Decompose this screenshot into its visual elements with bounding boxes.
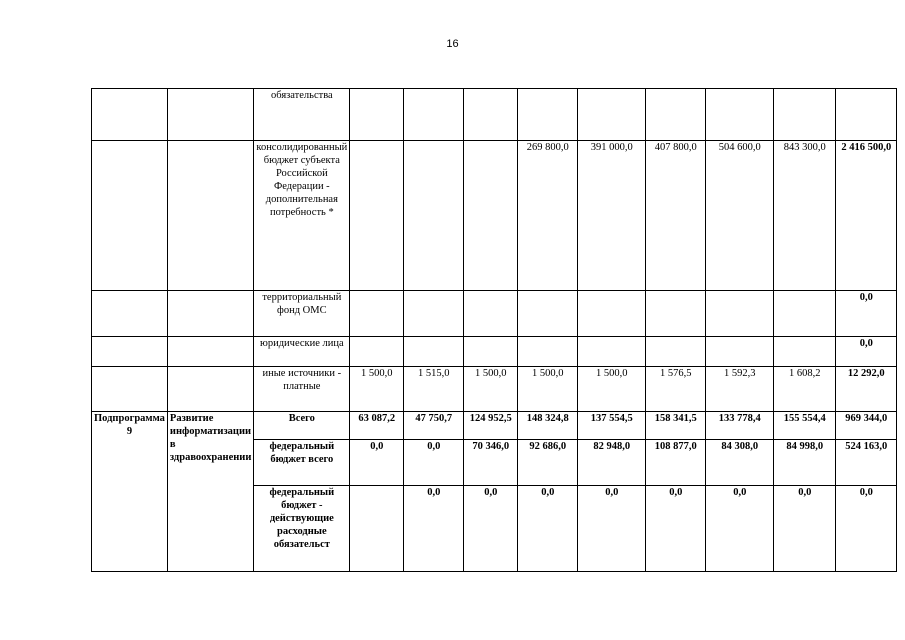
- value-cell: [706, 291, 774, 337]
- table-row: [92, 291, 897, 337]
- budget-table: [91, 88, 897, 572]
- value-cell: 108 877,0: [646, 440, 706, 486]
- subprogram-name: Развитие информатизации в здравоохранении: [167, 412, 253, 572]
- total-cell: 2 416 500,0: [836, 141, 897, 291]
- value-cell: [646, 291, 706, 337]
- value-cell: [578, 291, 646, 337]
- value-cell: 0,0: [774, 486, 836, 572]
- value-cell: 0,0: [404, 486, 464, 572]
- value-cell: 843 300,0: [774, 141, 836, 291]
- value-cell: [774, 89, 836, 141]
- subprogram-name-cell: [167, 337, 253, 367]
- value-cell: [404, 291, 464, 337]
- page-number: 16: [446, 38, 459, 50]
- value-cell: 1 500,0: [578, 367, 646, 412]
- value-cell: 84 998,0: [774, 440, 836, 486]
- value-cell: [706, 337, 774, 367]
- value-cell: [350, 141, 404, 291]
- total-cell: 0,0: [836, 337, 897, 367]
- value-cell: [518, 337, 578, 367]
- subprogram-name-cell: [167, 367, 253, 412]
- table-row: [92, 89, 897, 141]
- value-cell: [646, 89, 706, 141]
- value-cell: [774, 291, 836, 337]
- value-cell: [350, 89, 404, 141]
- value-cell: [404, 89, 464, 141]
- value-cell: [706, 89, 774, 141]
- value-cell: [404, 141, 464, 291]
- value-cell: 1 500,0: [350, 367, 404, 412]
- value-cell: 0,0: [518, 486, 578, 572]
- value-cell: 82 948,0: [578, 440, 646, 486]
- value-cell: 137 554,5: [578, 412, 646, 440]
- value-cell: [578, 337, 646, 367]
- source-label: консолидированный бюджет субъекта Российской Федерации - дополнительная потребность *: [254, 141, 350, 291]
- subprogram-name-cell: [167, 291, 253, 337]
- source-label: юридические лица: [254, 337, 350, 367]
- value-cell: 124 952,5: [464, 412, 518, 440]
- value-cell: 0,0: [578, 486, 646, 572]
- subprogram-name-cell: [167, 89, 253, 141]
- value-cell: 92 686,0: [518, 440, 578, 486]
- value-cell: [464, 89, 518, 141]
- value-cell: [464, 291, 518, 337]
- table-row: [92, 412, 897, 440]
- value-cell: 1 576,5: [646, 367, 706, 412]
- value-cell: [774, 337, 836, 367]
- value-cell: 84 308,0: [706, 440, 774, 486]
- table-row: [92, 337, 897, 367]
- value-cell: 0,0: [464, 486, 518, 572]
- subprogram-code: Подпрограмма 9: [92, 412, 168, 572]
- value-cell: 0,0: [350, 440, 404, 486]
- value-cell: 407 800,0: [646, 141, 706, 291]
- value-cell: 0,0: [404, 440, 464, 486]
- value-cell: [518, 291, 578, 337]
- source-label: федеральный бюджет всего: [254, 440, 350, 486]
- value-cell: 269 800,0: [518, 141, 578, 291]
- total-cell: [836, 89, 897, 141]
- table-row: [92, 367, 897, 412]
- table-row: [92, 141, 897, 291]
- total-cell: 0,0: [836, 291, 897, 337]
- value-cell: 155 554,4: [774, 412, 836, 440]
- value-cell: 1 515,0: [404, 367, 464, 412]
- value-cell: 133 778,4: [706, 412, 774, 440]
- source-label: федеральный бюджет - действующие расходные обязательст: [254, 486, 350, 572]
- value-cell: 148 324,8: [518, 412, 578, 440]
- total-cell: 524 163,0: [836, 440, 897, 486]
- value-cell: [464, 141, 518, 291]
- subprogram-code-cell: [92, 141, 168, 291]
- value-cell: 1 608,2: [774, 367, 836, 412]
- subprogram-code-cell: [92, 89, 168, 141]
- value-cell: [350, 291, 404, 337]
- source-label: обязательства: [254, 89, 350, 141]
- subprogram-code-cell: [92, 337, 168, 367]
- value-cell: 70 346,0: [464, 440, 518, 486]
- value-cell: 63 087,2: [350, 412, 404, 440]
- total-cell: 0,0: [836, 486, 897, 572]
- value-cell: [404, 337, 464, 367]
- source-label: иные источники - платные: [254, 367, 350, 412]
- value-cell: 391 000,0: [578, 141, 646, 291]
- value-cell: [464, 337, 518, 367]
- value-cell: [518, 89, 578, 141]
- value-cell: 504 600,0: [706, 141, 774, 291]
- value-cell: [578, 89, 646, 141]
- source-label: Всего: [254, 412, 350, 440]
- value-cell: 0,0: [706, 486, 774, 572]
- total-cell: 969 344,0: [836, 412, 897, 440]
- value-cell: [350, 486, 404, 572]
- total-cell: 12 292,0: [836, 367, 897, 412]
- subprogram-code-cell: [92, 291, 168, 337]
- value-cell: 1 592,3: [706, 367, 774, 412]
- value-cell: 0,0: [646, 486, 706, 572]
- source-label: территориальный фонд ОМС: [254, 291, 350, 337]
- value-cell: 47 750,7: [404, 412, 464, 440]
- subprogram-code-cell: [92, 367, 168, 412]
- value-cell: [646, 337, 706, 367]
- value-cell: [350, 337, 404, 367]
- value-cell: 1 500,0: [518, 367, 578, 412]
- value-cell: 158 341,5: [646, 412, 706, 440]
- subprogram-name-cell: [167, 141, 253, 291]
- value-cell: 1 500,0: [464, 367, 518, 412]
